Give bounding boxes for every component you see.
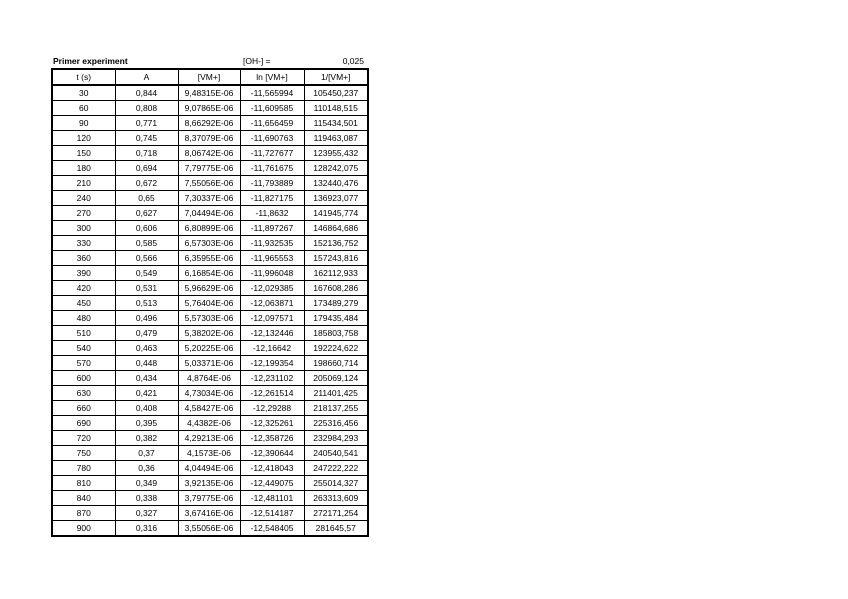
time-cell: 450 [52, 296, 115, 311]
inverse-concentration-cell: 146864,686 [304, 221, 368, 236]
table-row [52, 131, 368, 146]
concentration-cell: 8,66292E-06 [178, 116, 240, 131]
table-row [52, 251, 368, 266]
time-cell: 480 [52, 311, 115, 326]
column-header-ln-concentration: ln [VM+] [240, 69, 304, 85]
ln-concentration-cell: -11,897267 [240, 221, 304, 236]
time-cell: 90 [52, 116, 115, 131]
inverse-concentration-cell: 263313,609 [304, 491, 368, 506]
data-table [51, 68, 369, 537]
inverse-concentration-cell: 218137,255 [304, 401, 368, 416]
time-cell: 660 [52, 401, 115, 416]
time-cell: 570 [52, 356, 115, 371]
inverse-concentration-cell: 247222,222 [304, 461, 368, 476]
absorbance-cell: 0,316 [115, 521, 178, 537]
absorbance-cell: 0,549 [115, 266, 178, 281]
absorbance-cell: 0,327 [115, 506, 178, 521]
ln-concentration-cell: -12,418043 [240, 461, 304, 476]
concentration-cell: 3,92135E-06 [178, 476, 240, 491]
table-row [52, 326, 368, 341]
time-cell: 720 [52, 431, 115, 446]
table-row [52, 236, 368, 251]
time-cell: 30 [52, 85, 115, 101]
table-row [52, 191, 368, 206]
concentration-cell: 5,96629E-06 [178, 281, 240, 296]
concentration-cell: 8,37079E-06 [178, 131, 240, 146]
inverse-concentration-cell: 110148,515 [304, 101, 368, 116]
concentration-cell: 7,30337E-06 [178, 191, 240, 206]
time-cell: 840 [52, 491, 115, 506]
ln-concentration-cell: -11,761675 [240, 161, 304, 176]
ln-concentration-cell: -11,656459 [240, 116, 304, 131]
ln-concentration-cell: -12,390644 [240, 446, 304, 461]
table-row [52, 266, 368, 281]
absorbance-cell: 0,745 [115, 131, 178, 146]
absorbance-cell: 0,672 [115, 176, 178, 191]
ln-concentration-cell: -12,261514 [240, 386, 304, 401]
concentration-cell: 4,04494E-06 [178, 461, 240, 476]
inverse-concentration-cell: 128242,075 [304, 161, 368, 176]
inverse-concentration-cell: 173489,279 [304, 296, 368, 311]
table-row [52, 146, 368, 161]
table-row [52, 116, 368, 131]
column-header-absorbance: A [115, 69, 178, 85]
table-row [52, 476, 368, 491]
absorbance-cell: 0,408 [115, 401, 178, 416]
concentration-cell: 5,38202E-06 [178, 326, 240, 341]
table-row [52, 85, 368, 101]
absorbance-cell: 0,338 [115, 491, 178, 506]
ln-concentration-cell: -12,199354 [240, 356, 304, 371]
table-row [52, 386, 368, 401]
absorbance-cell: 0,606 [115, 221, 178, 236]
table-row [52, 206, 368, 221]
inverse-concentration-cell: 232984,293 [304, 431, 368, 446]
inverse-concentration-cell: 179435,484 [304, 311, 368, 326]
inverse-concentration-cell: 240540,541 [304, 446, 368, 461]
time-cell: 630 [52, 386, 115, 401]
time-cell: 120 [52, 131, 115, 146]
inverse-concentration-cell: 205069,124 [304, 371, 368, 386]
inverse-concentration-cell: 167608,286 [304, 281, 368, 296]
concentration-cell: 5,03371E-06 [178, 356, 240, 371]
absorbance-cell: 0,395 [115, 416, 178, 431]
absorbance-cell: 0,513 [115, 296, 178, 311]
inverse-concentration-cell: 225316,456 [304, 416, 368, 431]
concentration-cell: 4,58427E-06 [178, 401, 240, 416]
table-row [52, 221, 368, 236]
concentration-cell: 7,55056E-06 [178, 176, 240, 191]
inverse-concentration-cell: 115434,501 [304, 116, 368, 131]
concentration-cell: 9,48315E-06 [178, 85, 240, 101]
ln-concentration-cell: -12,16642 [240, 341, 304, 356]
absorbance-cell: 0,718 [115, 146, 178, 161]
absorbance-cell: 0,844 [115, 85, 178, 101]
concentration-cell: 3,79775E-06 [178, 491, 240, 506]
inverse-concentration-cell: 105450,237 [304, 85, 368, 101]
concentration-cell: 4,29213E-06 [178, 431, 240, 446]
absorbance-cell: 0,808 [115, 101, 178, 116]
column-header-inverse-concentration: 1/[VM+] [304, 69, 368, 85]
ln-concentration-cell: -11,996048 [240, 266, 304, 281]
inverse-concentration-cell: 281645,57 [304, 521, 368, 537]
absorbance-cell: 0,771 [115, 116, 178, 131]
ln-concentration-cell: -12,449075 [240, 476, 304, 491]
absorbance-cell: 0,36 [115, 461, 178, 476]
ln-concentration-cell: -12,481101 [240, 491, 304, 506]
inverse-concentration-cell: 136923,077 [304, 191, 368, 206]
time-cell: 750 [52, 446, 115, 461]
time-cell: 600 [52, 371, 115, 386]
concentration-cell: 5,76404E-06 [178, 296, 240, 311]
time-cell: 210 [52, 176, 115, 191]
table-row [52, 431, 368, 446]
absorbance-cell: 0,421 [115, 386, 178, 401]
concentration-cell: 3,55056E-06 [178, 521, 240, 537]
absorbance-cell: 0,434 [115, 371, 178, 386]
absorbance-cell: 0,531 [115, 281, 178, 296]
ln-concentration-cell: -12,514187 [240, 506, 304, 521]
concentration-cell: 6,80899E-06 [178, 221, 240, 236]
column-header-concentration: [VM+] [178, 69, 240, 85]
time-cell: 180 [52, 161, 115, 176]
time-cell: 60 [52, 101, 115, 116]
absorbance-cell: 0,627 [115, 206, 178, 221]
inverse-concentration-cell: 152136,752 [304, 236, 368, 251]
table-row [52, 371, 368, 386]
inverse-concentration-cell: 132440,476 [304, 176, 368, 191]
time-cell: 300 [52, 221, 115, 236]
concentration-cell: 4,1573E-06 [178, 446, 240, 461]
inverse-concentration-cell: 185803,758 [304, 326, 368, 341]
table-row [52, 101, 368, 116]
table-row [52, 341, 368, 356]
inverse-concentration-cell: 211401,425 [304, 386, 368, 401]
ln-concentration-cell: -12,097571 [240, 311, 304, 326]
time-cell: 810 [52, 476, 115, 491]
concentration-cell: 5,57303E-06 [178, 311, 240, 326]
table-row [52, 461, 368, 476]
concentration-cell: 6,35955E-06 [178, 251, 240, 266]
table-row [52, 446, 368, 461]
absorbance-cell: 0,566 [115, 251, 178, 266]
time-cell: 870 [52, 506, 115, 521]
ln-concentration-cell: -12,029385 [240, 281, 304, 296]
table-row [52, 416, 368, 431]
ln-concentration-cell: -11,965553 [240, 251, 304, 266]
ln-concentration-cell: -12,063871 [240, 296, 304, 311]
concentration-cell: 4,8764E-06 [178, 371, 240, 386]
spreadsheet-sheet [51, 55, 367, 537]
inverse-concentration-cell: 198660,714 [304, 356, 368, 371]
ln-concentration-cell: -12,29288 [240, 401, 304, 416]
experiment-title: Primer experiment [53, 56, 128, 66]
concentration-cell: 4,73034E-06 [178, 386, 240, 401]
time-cell: 330 [52, 236, 115, 251]
absorbance-cell: 0,65 [115, 191, 178, 206]
time-cell: 270 [52, 206, 115, 221]
ln-concentration-cell: -12,548405 [240, 521, 304, 537]
absorbance-cell: 0,349 [115, 476, 178, 491]
inverse-concentration-cell: 157243,816 [304, 251, 368, 266]
time-cell: 900 [52, 521, 115, 537]
inverse-concentration-cell: 192224,622 [304, 341, 368, 356]
table-row [52, 161, 368, 176]
time-cell: 540 [52, 341, 115, 356]
column-header-time: t (s) [52, 69, 115, 85]
absorbance-cell: 0,382 [115, 431, 178, 446]
concentration-cell: 5,20225E-06 [178, 341, 240, 356]
table-body [52, 85, 368, 536]
concentration-label: [OH-] = [243, 56, 271, 66]
concentration-cell: 8,06742E-06 [178, 146, 240, 161]
ln-concentration-cell: -11,827175 [240, 191, 304, 206]
concentration-cell: 6,57303E-06 [178, 236, 240, 251]
inverse-concentration-cell: 119463,087 [304, 131, 368, 146]
time-cell: 690 [52, 416, 115, 431]
absorbance-cell: 0,694 [115, 161, 178, 176]
time-cell: 390 [52, 266, 115, 281]
header-row [52, 69, 368, 85]
concentration-cell: 3,67416E-06 [178, 506, 240, 521]
ln-concentration-cell: -11,565994 [240, 85, 304, 101]
concentration-value: 0,025 [342, 56, 364, 66]
inverse-concentration-cell: 272171,254 [304, 506, 368, 521]
ln-concentration-cell: -11,793889 [240, 176, 304, 191]
ln-concentration-cell: -11,727677 [240, 146, 304, 161]
table-row [52, 506, 368, 521]
time-cell: 510 [52, 326, 115, 341]
absorbance-cell: 0,479 [115, 326, 178, 341]
table-row [52, 491, 368, 506]
ln-concentration-cell: -12,358726 [240, 431, 304, 446]
inverse-concentration-cell: 162112,933 [304, 266, 368, 281]
time-cell: 420 [52, 281, 115, 296]
inverse-concentration-cell: 141945,774 [304, 206, 368, 221]
table-row [52, 296, 368, 311]
absorbance-cell: 0,37 [115, 446, 178, 461]
ln-concentration-cell: -12,325261 [240, 416, 304, 431]
absorbance-cell: 0,448 [115, 356, 178, 371]
title-row [51, 55, 367, 68]
table-row [52, 281, 368, 296]
concentration-cell: 7,04494E-06 [178, 206, 240, 221]
inverse-concentration-cell: 123955,432 [304, 146, 368, 161]
ln-concentration-cell: -11,690763 [240, 131, 304, 146]
ln-concentration-cell: -11,8632 [240, 206, 304, 221]
table-row [52, 521, 368, 537]
absorbance-cell: 0,463 [115, 341, 178, 356]
table-row [52, 176, 368, 191]
time-cell: 240 [52, 191, 115, 206]
concentration-cell: 4,4382E-06 [178, 416, 240, 431]
inverse-concentration-cell: 255014,327 [304, 476, 368, 491]
table-row [52, 356, 368, 371]
concentration-cell: 9,07865E-06 [178, 101, 240, 116]
absorbance-cell: 0,585 [115, 236, 178, 251]
time-cell: 150 [52, 146, 115, 161]
table-row [52, 311, 368, 326]
ln-concentration-cell: -12,231102 [240, 371, 304, 386]
time-cell: 780 [52, 461, 115, 476]
concentration-cell: 7,79775E-06 [178, 161, 240, 176]
concentration-cell: 6,16854E-06 [178, 266, 240, 281]
ln-concentration-cell: -11,609585 [240, 101, 304, 116]
absorbance-cell: 0,496 [115, 311, 178, 326]
ln-concentration-cell: -11,932535 [240, 236, 304, 251]
ln-concentration-cell: -12,132446 [240, 326, 304, 341]
time-cell: 360 [52, 251, 115, 266]
table-row [52, 401, 368, 416]
